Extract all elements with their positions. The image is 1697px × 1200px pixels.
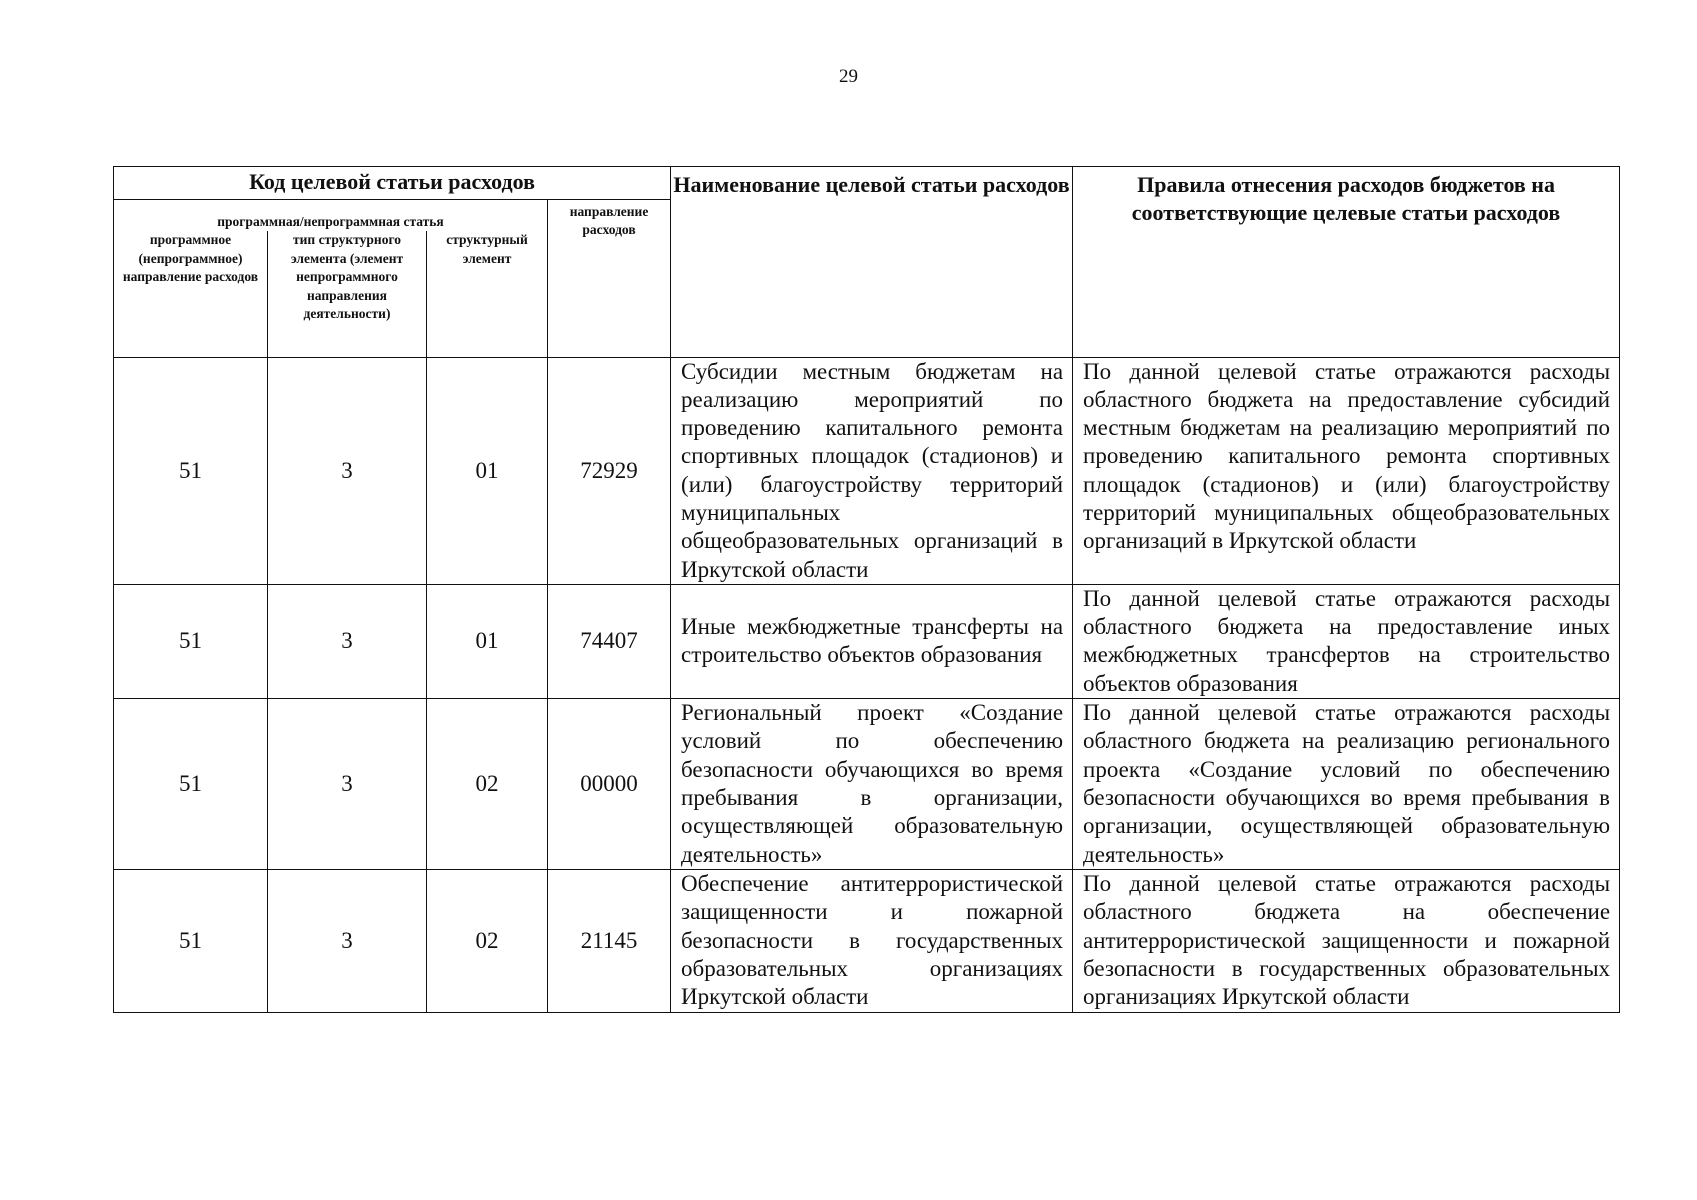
table-row xyxy=(114,584,1620,698)
cell-direction: 74407 xyxy=(548,584,671,698)
cell-program: 51 xyxy=(114,870,268,1013)
cell-element: 01 xyxy=(427,584,548,698)
budget-table xyxy=(113,166,1620,1013)
cell-program: 51 xyxy=(114,357,268,584)
cell-element: 02 xyxy=(427,699,548,870)
cell-type: 3 xyxy=(268,870,427,1013)
cell-direction: 21145 xyxy=(548,870,671,1013)
cell-direction: 00000 xyxy=(548,699,671,870)
cell-element: 01 xyxy=(427,357,548,584)
cell-program: 51 xyxy=(114,699,268,870)
page-number: 29 xyxy=(839,66,858,87)
cell-type: 3 xyxy=(268,584,427,698)
cell-rule: По данной целевой статье отражаются расходы областного бюджета на реализацию регионального проекта «Создание условий по обеспечению безопасности обучающихся во время пребывания в организации, осуществляющей образовательную деятельность» xyxy=(1073,699,1620,870)
cell-element: 02 xyxy=(427,870,548,1013)
cell-program: 51 xyxy=(114,584,268,698)
header-rules-title: Правила отнесения расходов бюджетов на соответствующие целевые статьи расходов xyxy=(1073,167,1620,358)
cell-name: Субсидии местным бюджетам на реализацию мероприятий по проведению капитального ремонта спортивных площадок (стадионов) и (или) благоустройству территорий муниципальных общеобразовательных организаций в Иркутской области xyxy=(671,357,1073,584)
table-row xyxy=(114,699,1620,870)
header-code-title: Код целевой статьи расходов xyxy=(114,167,671,200)
header-direction: направление расходов xyxy=(548,200,671,358)
cell-type: 3 xyxy=(268,357,427,584)
table-row xyxy=(114,870,1620,1013)
header-structural-element: структурный элемент xyxy=(427,231,548,357)
cell-type: 3 xyxy=(268,699,427,870)
header-program-article: программная/непрограммная статья xyxy=(114,200,548,232)
cell-name: Иные межбюджетные трансферты на строительство объектов образования xyxy=(671,584,1073,698)
cell-rule: По данной целевой статье отражаются расходы областного бюджета на предоставление иных межбюджетных трансфертов на строительство объектов образования xyxy=(1073,584,1620,698)
cell-rule: По данной целевой статье отражаются расходы областного бюджета на предоставление субсидий местным бюджетам на реализацию мероприятий по проведению капитального ремонта спортивных площадок (стадионов) и (или) благоустройству территорий муниципальных общеобразовательных организаций в Иркутской области xyxy=(1073,357,1620,584)
cell-name: Региональный проект «Создание условий по обеспечению безопасности обучающихся во время пребывания в организации, осуществляющей образовательную деятельность» xyxy=(671,699,1073,870)
header-name-title: Наименование целевой статьи расходов xyxy=(671,167,1073,358)
table-row xyxy=(114,357,1620,584)
header-program-direction: программное (непрограммное) направление расходов xyxy=(114,231,268,357)
cell-name: Обеспечение антитеррористической защищенности и пожарной безопасности в государственных образовательных организациях Иркутской области xyxy=(671,870,1073,1013)
cell-rule: По данной целевой статье отражаются расходы областного бюджета на обеспечение антитеррористической защищенности и пожарной безопасности в государственных образовательных организациях Иркутской области xyxy=(1073,870,1620,1013)
cell-direction: 72929 xyxy=(548,357,671,584)
header-structural-type: тип структурного элемента (элемент непрограммного направления деятельности) xyxy=(268,231,427,357)
header-row-1 xyxy=(114,167,1620,200)
